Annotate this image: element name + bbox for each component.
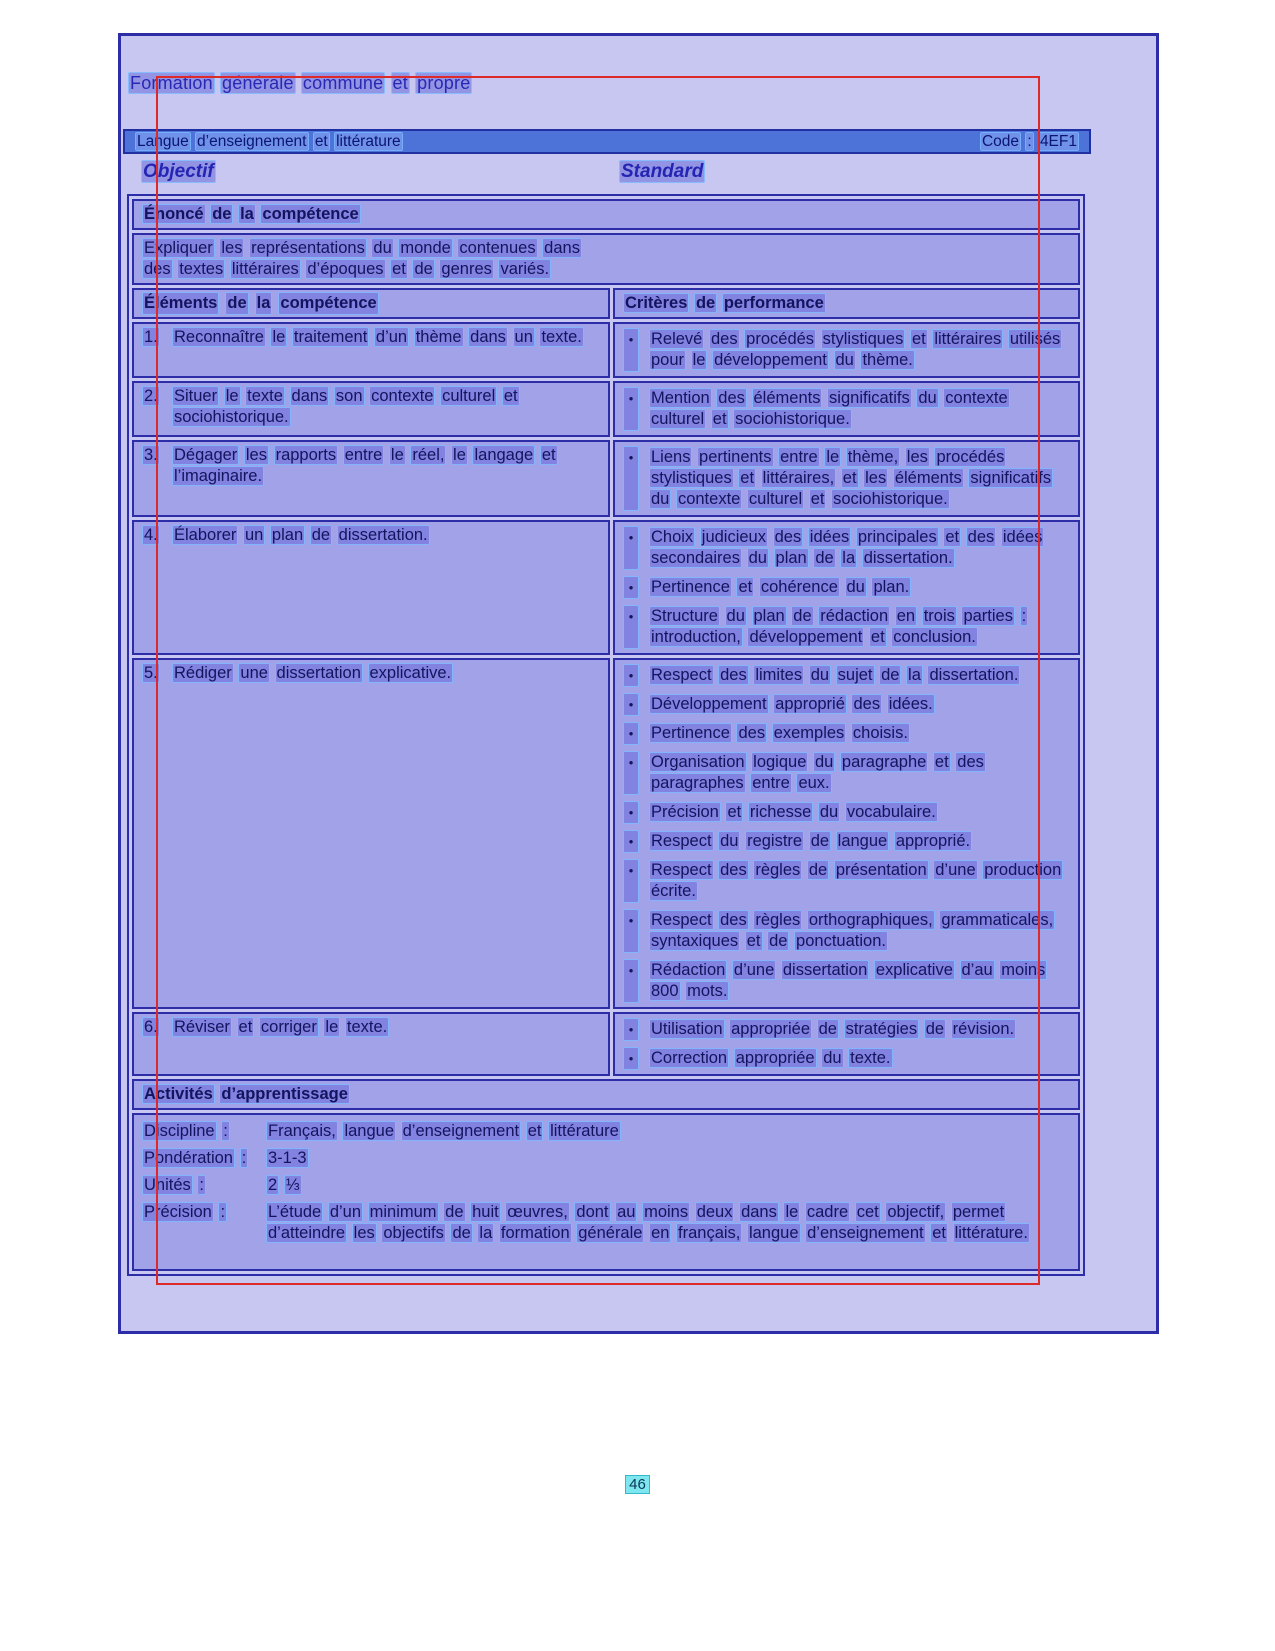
criteria-item [623, 388, 1070, 430]
bullet-icon: • [624, 860, 638, 902]
table-row-3 [132, 440, 1080, 517]
criteria-item [623, 527, 1070, 569]
bullet-icon: • [624, 723, 638, 744]
element-number: 3. [144, 446, 158, 464]
criteria-text: Organisation logique du paragraphe et des paragraphes entre eux. [651, 753, 984, 792]
element-number: 1. [144, 328, 158, 346]
field-precision [142, 1202, 1070, 1244]
table-row-4 [132, 520, 1080, 655]
criteria-cell [613, 658, 1080, 1009]
criteria-text: Utilisation appropriée de stratégies de révision. [651, 1020, 1015, 1038]
bullet-icon: • [624, 665, 638, 686]
activites-heading: Activités d’apprentissage [132, 1079, 1080, 1110]
element-cell [132, 658, 610, 1009]
criteria-item [623, 752, 1070, 794]
bullet-icon: • [624, 527, 638, 569]
field-label: Unités : [144, 1176, 204, 1194]
code-label: Code : 4EF1 [981, 132, 1077, 150]
bullet-icon: • [624, 1048, 638, 1069]
criteria-text: Respect des règles de présentation d’une production écrite. [651, 861, 1062, 900]
table-row-2 [132, 381, 1080, 437]
bullet-icon: • [624, 577, 638, 598]
element-text: Situer le texte dans son contexte culturel et sociohistorique. [174, 387, 518, 426]
field-value: Français, langue d’enseignement et littérature [268, 1122, 619, 1140]
objectif-heading: Objectif [143, 161, 214, 182]
bullet-icon: • [624, 1019, 638, 1040]
page-number-text: 46 [626, 1476, 649, 1493]
enonce-text-box [132, 233, 1080, 285]
criteria-item [623, 910, 1070, 952]
field-unites [142, 1175, 1070, 1196]
element-text: Reconnaître le traitement d’un thème dans un texte. [174, 328, 582, 346]
criteria-cell [613, 1012, 1080, 1076]
table-row-6 [132, 1012, 1080, 1076]
criteria-cell [613, 381, 1080, 437]
bullet-icon: • [624, 831, 638, 852]
discipline-title: Langue d’enseignement et littérature [137, 132, 401, 150]
criteria-cell [613, 520, 1080, 655]
criteria-item [623, 447, 1070, 510]
criteria-text: Précision et richesse du vocabulaire. [651, 803, 936, 821]
criteria-item [623, 665, 1070, 686]
table-row-1 [132, 322, 1080, 378]
criteria-text: Pertinence des exemples choisis. [651, 724, 908, 742]
criteria-item [623, 694, 1070, 715]
element-cell [132, 322, 610, 378]
field-value: L’étude d’un minimum de huit œuvres, dont au moins deux dans le cadre cet objectif, permet d’atteindre les objectifs de la formation générale en français, langue d’enseignement et littérature. [268, 1203, 1028, 1242]
criteria-item [623, 802, 1070, 823]
document-page [118, 33, 1159, 1334]
column-headings [141, 161, 1081, 185]
criteria-text: Structure du plan de rédaction en trois parties : introduction, développement et conclusion. [651, 607, 1027, 646]
criteria-text: Pertinence et cohérence du plan. [651, 578, 910, 596]
element-number: 2. [144, 387, 158, 405]
field-value: 2 ⅓ [268, 1176, 300, 1194]
criteria-cell [613, 440, 1080, 517]
criteria-text: Respect des limites du sujet de la dissertation. [651, 666, 1019, 684]
criteria-item [623, 860, 1070, 902]
criteria-item [623, 960, 1070, 1002]
competency-table [127, 194, 1085, 1276]
criteria-item [623, 831, 1070, 852]
element-text: Élaborer un plan de dissertation. [174, 526, 428, 544]
field-label: Précision : [144, 1203, 226, 1221]
page-number [0, 1476, 1275, 1493]
element-cell [132, 440, 610, 517]
bullet-icon: • [624, 694, 638, 715]
page-title: Formation générale commune et propre [130, 73, 471, 93]
criteria-item [623, 723, 1070, 744]
bullet-icon: • [624, 960, 638, 1002]
standard-heading: Standard [621, 161, 704, 182]
field-label: Discipline : [144, 1122, 228, 1140]
criteria-text: Développement approprié des idées. [651, 695, 933, 713]
criteria-text: Liens pertinents entre le thème, les procédés stylistiques et littéraires, et les éléments significatifs du contexte culturel et sociohistorique. [651, 448, 1052, 508]
criteria-item [623, 329, 1070, 371]
enonce-text: Expliquer les représentations du monde contenues dans des textes littéraires d’époques et de genres variés. [144, 239, 580, 278]
bullet-icon: • [624, 447, 638, 510]
enonce-heading: Énoncé de la compétence [132, 199, 1080, 230]
criteria-text: Mention des éléments significatifs du contexte culturel et sociohistorique. [651, 389, 1008, 428]
criteria-cell [613, 322, 1080, 378]
bullet-icon: • [624, 388, 638, 430]
element-number: 5. [144, 664, 158, 682]
criteria-text: Rédaction d’une dissertation explicative d’au moins 800 mots. [651, 961, 1046, 1000]
criteria-item [623, 577, 1070, 598]
element-number: 4. [144, 526, 158, 544]
bullet-icon: • [624, 802, 638, 823]
table-row-5 [132, 658, 1080, 1009]
bullet-icon: • [624, 606, 638, 648]
field-discipline [142, 1121, 1070, 1142]
criteria-text: Respect des règles orthographiques, grammaticales, syntaxiques et de ponctuation. [651, 911, 1054, 950]
activites-body [132, 1113, 1080, 1271]
criteria-text: Choix judicieux des idées principales et des idées secondaires du plan de la dissertation. [651, 528, 1043, 567]
criteria-item [623, 1048, 1070, 1069]
element-number: 6. [144, 1018, 158, 1036]
element-cell [132, 381, 610, 437]
table-header-row [132, 288, 1080, 319]
element-text: Dégager les rapports entre le réel, le langage et l’imaginaire. [174, 446, 556, 485]
element-text: Réviser et corriger le texte. [174, 1018, 388, 1036]
element-cell [132, 520, 610, 655]
criteria-item [623, 1019, 1070, 1040]
field-ponderation [142, 1148, 1070, 1169]
criteria-text: Correction appropriée du texte. [651, 1049, 891, 1067]
element-text: Rédiger une dissertation explicative. [174, 664, 452, 682]
bullet-icon: • [624, 329, 638, 371]
criteria-text: Respect du registre de langue approprié. [651, 832, 971, 850]
field-value: 3-1-3 [268, 1149, 307, 1167]
elements-heading: Éléments de la compétence [132, 288, 610, 319]
criteria-item [623, 606, 1070, 648]
bullet-icon: • [624, 910, 638, 952]
section-header-bar [123, 129, 1091, 154]
criteria-text: Relevé des procédés stylistiques et littéraires utilisés pour le développement du thème. [651, 330, 1061, 369]
criteres-heading: Critères de performance [613, 288, 1080, 319]
element-cell [132, 1012, 610, 1076]
bullet-icon: • [624, 752, 638, 794]
field-label: Pondération : [144, 1149, 247, 1167]
